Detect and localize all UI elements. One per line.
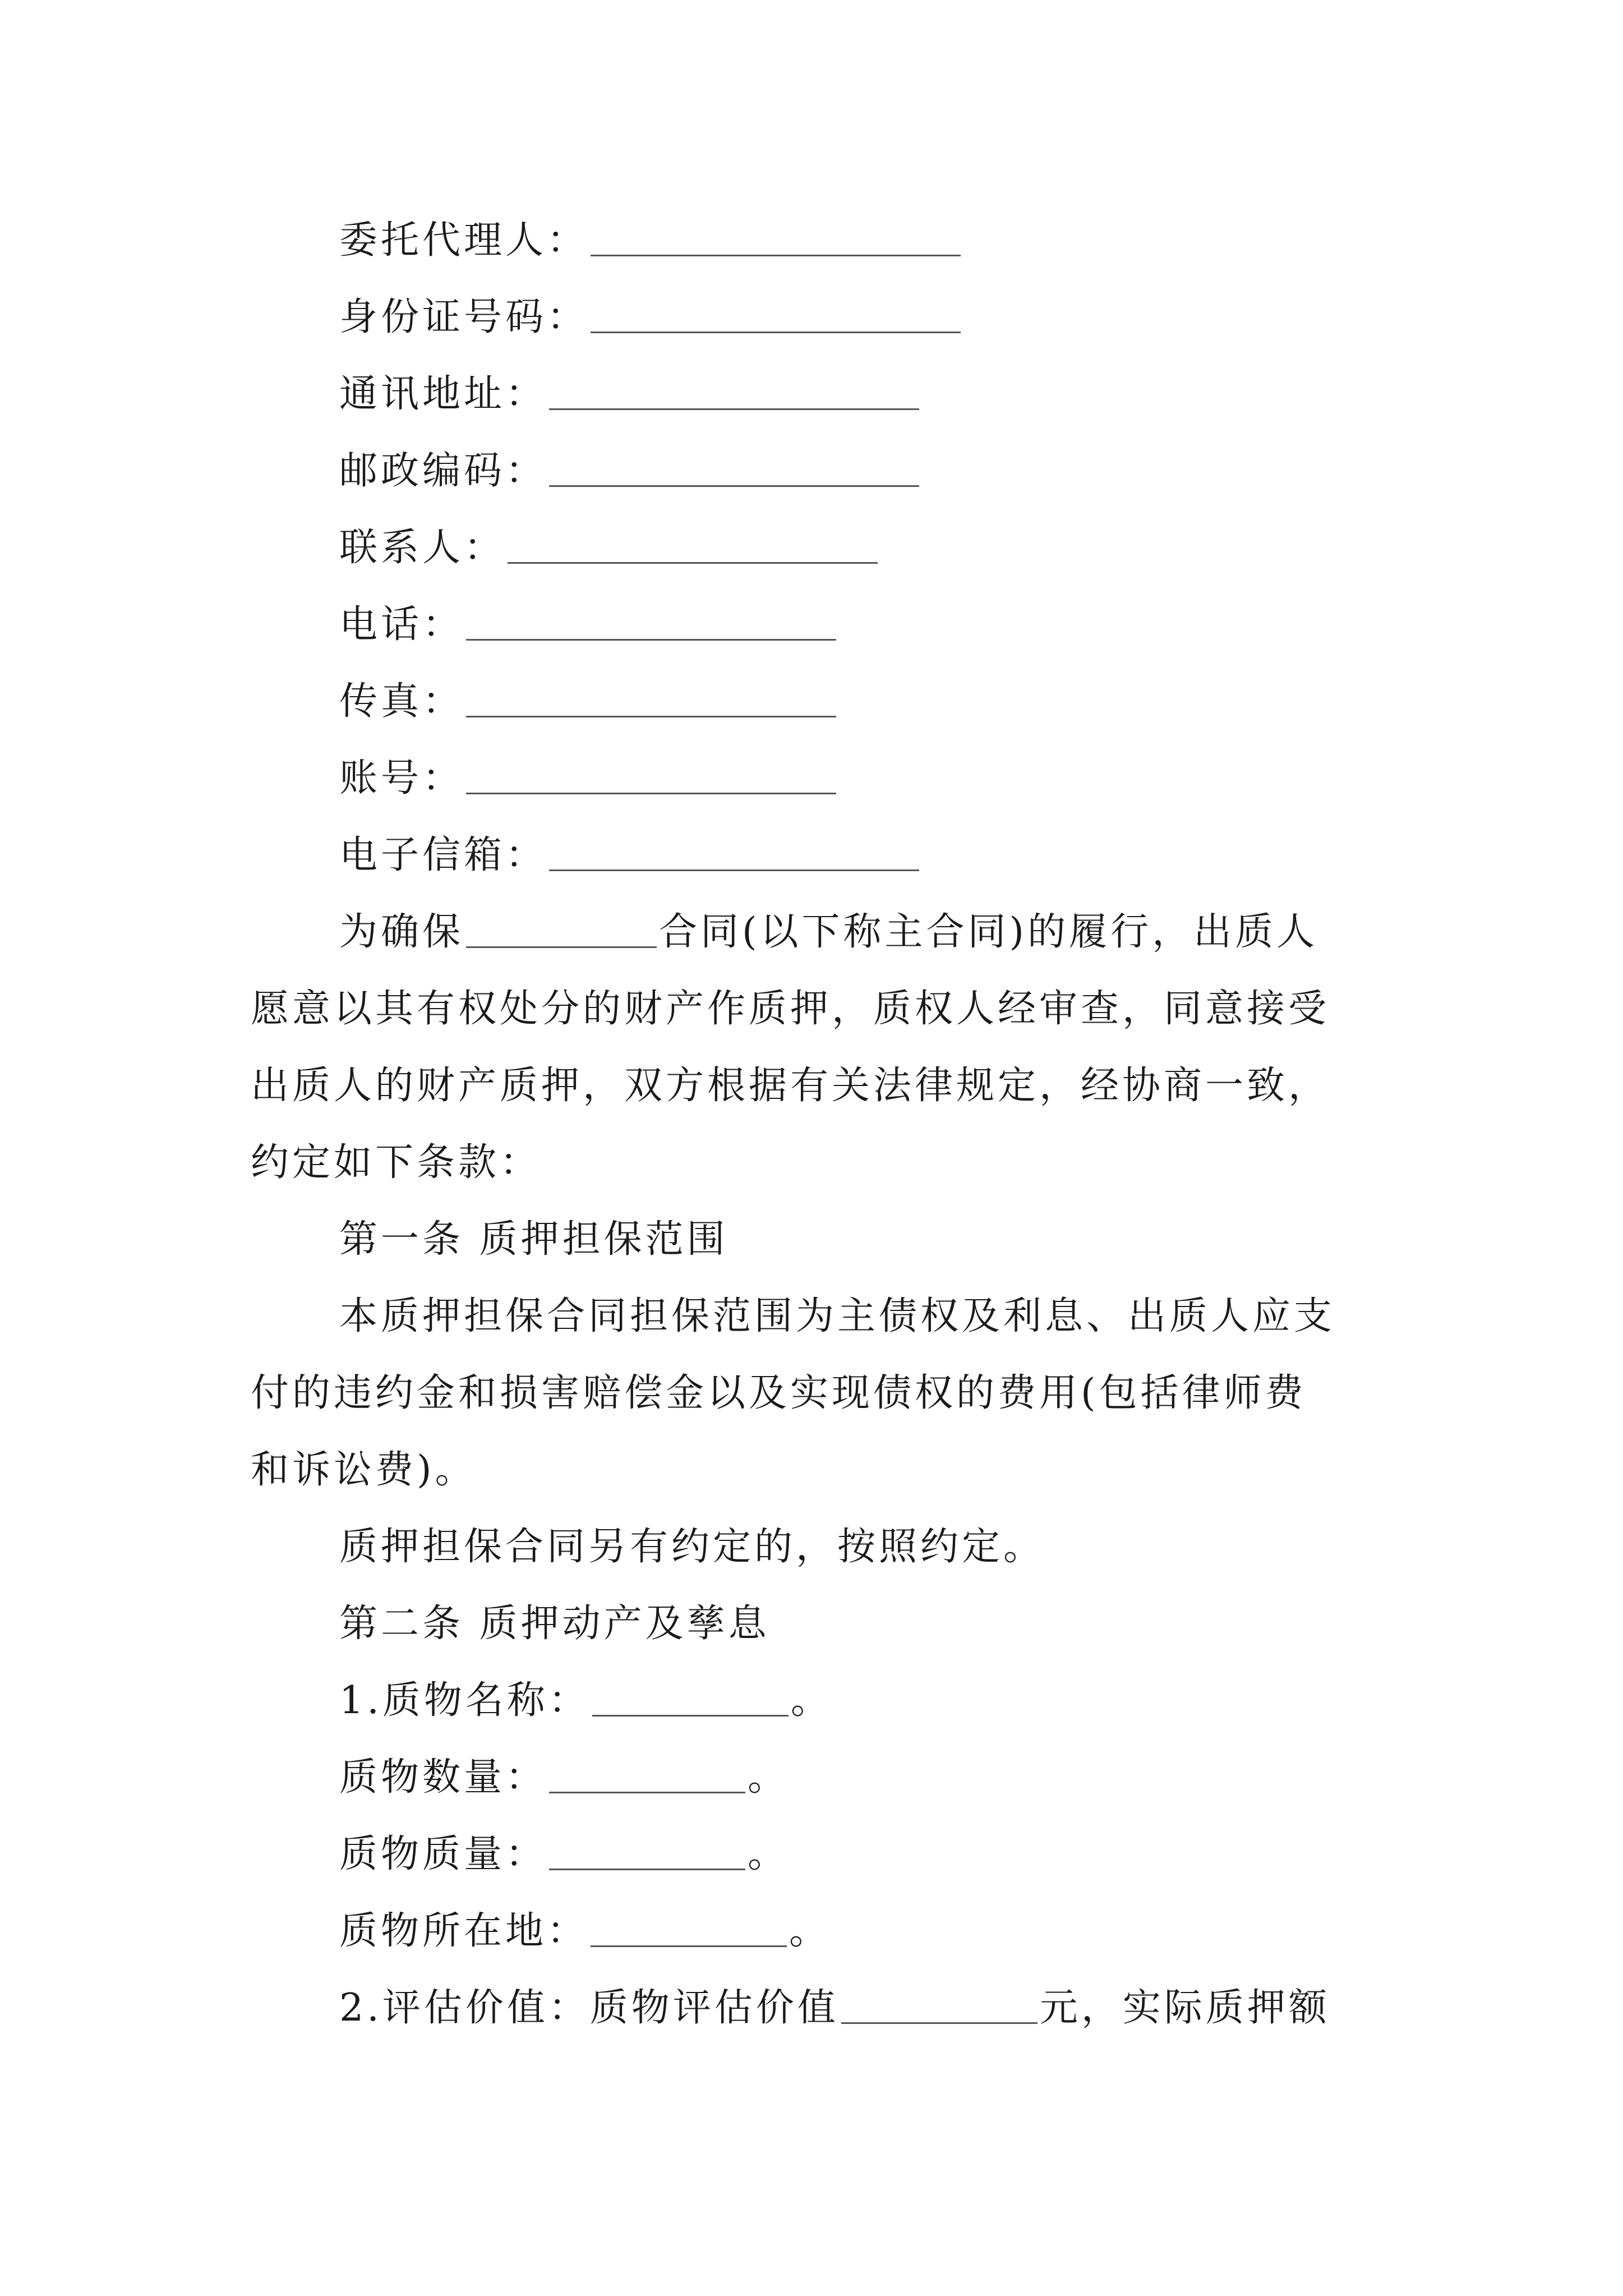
fill-blank [549, 1830, 745, 1870]
field-fax [251, 663, 1400, 740]
field-phone [251, 586, 1400, 663]
article-1-p1-line3: 和诉讼费)。 [251, 1448, 477, 1492]
intro-text: 为确保 [339, 910, 464, 954]
field-label: 质物质量： [339, 1832, 547, 1876]
field-label: 邮政编码： [339, 449, 547, 493]
field-label: 质物所在地： [339, 1909, 589, 1953]
article-1-heading: 第一条 质押担保范围 [339, 1217, 728, 1262]
fill-blank [549, 1754, 745, 1793]
fill-blank [549, 447, 919, 487]
fill-blank [466, 601, 836, 641]
value-suffix: 元，实际质押额 [1039, 1986, 1330, 2030]
item-assessed-value [251, 1970, 1400, 2046]
article-1-p1-line2: 付的违约金和损害赔偿金以及实现债权的费用(包括律师费 [251, 1371, 1307, 1415]
period: 。 [748, 1755, 790, 1800]
period: 。 [748, 1832, 790, 1876]
field-label: 账号： [339, 756, 464, 800]
intro-text: 合同(以下称主合同)的履行，出质人 [659, 910, 1318, 954]
field-label: 电子信箱： [339, 833, 547, 877]
field-label: 质物数量： [339, 1755, 547, 1800]
field-address [251, 356, 1400, 432]
intro-line-4: 约定如下条款： [251, 1140, 542, 1185]
fill-blank [841, 1984, 1038, 2024]
field-label: 2.评估价值：质物评估价值 [339, 1986, 839, 2030]
fill-blank [466, 754, 836, 794]
item-pledge-name [251, 1662, 1400, 1739]
fill-blank [508, 524, 878, 564]
article-2-heading: 第二条 质押动产及孳息 [339, 1602, 770, 1646]
field-label: 通讯地址： [339, 372, 547, 416]
fill-blank [591, 217, 961, 256]
period: 。 [790, 1678, 832, 1723]
document-page [251, 202, 1400, 2046]
fill-blank [466, 908, 657, 948]
field-label: 联系人： [339, 526, 506, 570]
field-postal-code [251, 432, 1400, 509]
article-1-p1-line1: 本质押担保合同担保范围为主债权及利息、出质人应支 [339, 1294, 1336, 1338]
item-pledge-quantity [251, 1739, 1400, 1816]
fill-blank [466, 678, 836, 717]
field-label: 传真： [339, 679, 464, 724]
field-label: 1.质物名称： [339, 1678, 590, 1723]
field-agent [251, 202, 1400, 279]
item-pledge-quality [251, 1816, 1400, 1893]
fill-blank [592, 1677, 789, 1717]
fill-blank [549, 831, 919, 871]
intro-line-3: 出质人的财产质押，双方根据有关法律规定，经协商一致， [251, 1064, 1330, 1108]
field-id-number [251, 279, 1400, 356]
period: 。 [789, 1909, 831, 1953]
item-pledge-location [251, 1893, 1400, 1970]
field-label: 委托代理人： [339, 218, 589, 263]
article-1-p2: 质押担保合同另有约定的，按照约定。 [339, 1525, 1045, 1569]
intro-line-1 [251, 894, 1400, 970]
field-contact-person [251, 509, 1400, 586]
intro-line-2: 愿意以其有权处分的财产作质押，质权人经审查，同意接受 [251, 987, 1330, 1031]
fill-blank [591, 293, 961, 333]
field-label: 电话： [339, 602, 464, 647]
fill-blank [591, 1907, 787, 1947]
field-label: 身份证号码： [339, 295, 589, 339]
fill-blank [549, 370, 919, 410]
field-account [251, 740, 1400, 817]
field-email [251, 817, 1400, 894]
